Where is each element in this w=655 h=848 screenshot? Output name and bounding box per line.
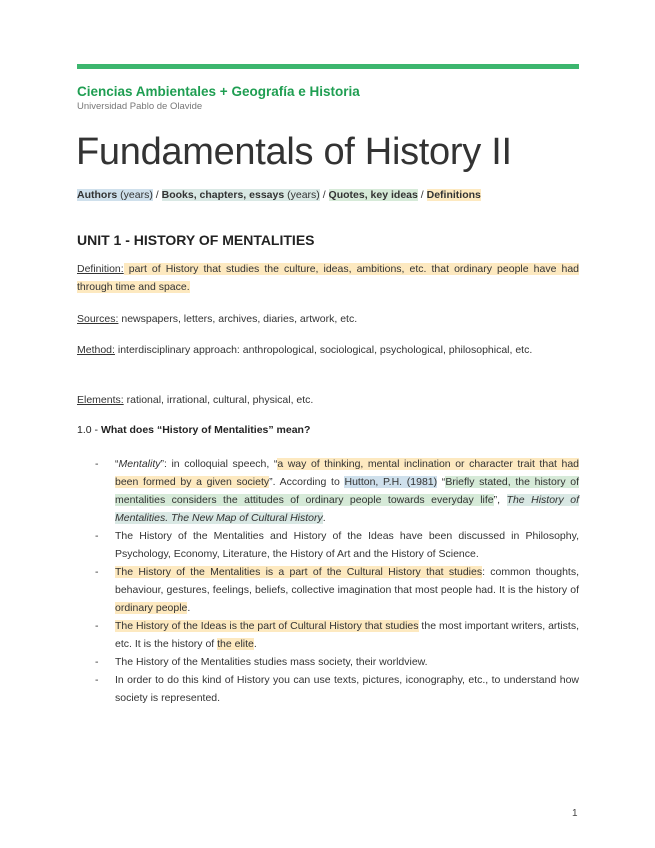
text-run: : common thoughts, behaviour, gestures, feelings, beliefs, collective imagination that most people had. It is the history of: [115, 566, 579, 596]
legend-authors: Authors: [77, 189, 118, 201]
legend-separator: /: [417, 189, 427, 201]
text-run: The History of the Mentalities studies mass society, their worldview.: [115, 656, 428, 668]
sources-text: newspapers, letters, archives, diaries, artwork, etc.: [118, 313, 358, 325]
quote-mark: ”: [160, 458, 165, 470]
elements-paragraph: [77, 391, 579, 409]
text-run: the most important writers, artists, etc. It is the history of: [115, 620, 579, 650]
legend-books-years: (years): [284, 189, 320, 201]
bullet-dash: -: [95, 656, 99, 668]
text-run: “: [437, 476, 446, 488]
legend-separator: /: [319, 189, 329, 201]
list-item: [95, 671, 579, 707]
bullet-dash: -: [95, 674, 99, 686]
method-label: Method:: [77, 344, 115, 356]
list-item: [95, 455, 579, 527]
legend-definitions: Definitions: [426, 189, 481, 201]
course-name: Ciencias Ambientales + Geografía e Historia: [77, 84, 360, 99]
bullet-list: [95, 455, 579, 707]
list-item: [95, 527, 579, 563]
definition-text: part of History that studies the culture, ideas, ambitions, etc. that ordinary people have had through time and space.: [77, 263, 579, 293]
list-item: [95, 563, 579, 617]
bullet-dash: -: [95, 530, 99, 542]
bullet-dash: -: [95, 458, 99, 470]
book-title: The History of Mentalities. The New Map of Cultural History: [115, 494, 580, 524]
text-run: .: [187, 602, 191, 614]
section-heading: [77, 424, 310, 436]
definition-highlight: The History of the Mentalities is a part of the Cultural History that studies: [115, 566, 483, 578]
text-run: .: [253, 638, 257, 650]
definition-label: Definition:: [77, 263, 124, 275]
quote-mark: “: [115, 458, 119, 470]
page-number: 1: [572, 808, 578, 819]
text-run: ”,: [493, 494, 507, 506]
text-run: The History of the Mentalities and History of the Ideas have been discussed in Philosophy, Psychology, Economy, Literature, the History of Art and the History of Science.: [115, 530, 579, 560]
header-accent-bar: [77, 64, 579, 69]
author-citation: Hutton, P.H. (1981): [344, 476, 438, 488]
definition-highlight: the elite: [217, 638, 254, 650]
legend-separator: /: [152, 189, 162, 201]
elements-text: rational, irrational, cultural, physical, etc.: [123, 394, 314, 406]
text-run: .: [322, 512, 326, 524]
list-item: [95, 653, 579, 671]
definition-paragraph: [77, 260, 579, 296]
quote-highlight: Briefly stated, the history of mentalities considers the attitudes of ordinary people towards everyday life: [115, 476, 579, 506]
text-run: In order to do this kind of History you can use texts, pictures, iconography, etc., to understand how society is represented.: [115, 674, 579, 704]
definition-highlight: a way of thinking, mental inclination or character trait that had been formed by a given society: [115, 458, 580, 488]
page-title: Fundamentals of History II: [76, 131, 512, 173]
text-run: : in colloquial speech, “: [164, 458, 278, 470]
definition-highlight: The History of the Ideas is the part of Cultural History that studies: [115, 620, 419, 632]
method-text: interdisciplinary approach: anthropological, sociological, psychological, philosophical, etc.: [114, 344, 533, 356]
legend-books: Books, chapters, essays: [161, 189, 285, 201]
bullet-dash: -: [95, 620, 99, 632]
color-legend: [77, 189, 481, 201]
section-title: What does “History of Mentalities” mean?: [100, 424, 311, 436]
term-mentality: Mentality: [118, 458, 161, 470]
method-paragraph: [77, 341, 579, 359]
legend-quotes: Quotes, key ideas: [328, 189, 418, 201]
sources-paragraph: [77, 310, 579, 328]
list-item: [95, 617, 579, 653]
university-name: Universidad Pablo de Olavide: [77, 101, 203, 112]
elements-label: Elements:: [77, 394, 124, 406]
unit-heading: UNIT 1 - HISTORY OF MENTALITIES: [77, 232, 315, 248]
bullet-dash: -: [95, 566, 99, 578]
section-number: 1.0 -: [77, 424, 101, 436]
legend-authors-years: (years): [117, 189, 153, 201]
definition-highlight: ordinary people: [115, 602, 188, 614]
sources-label: Sources:: [77, 313, 119, 325]
text-run: ”. According to: [269, 476, 345, 488]
